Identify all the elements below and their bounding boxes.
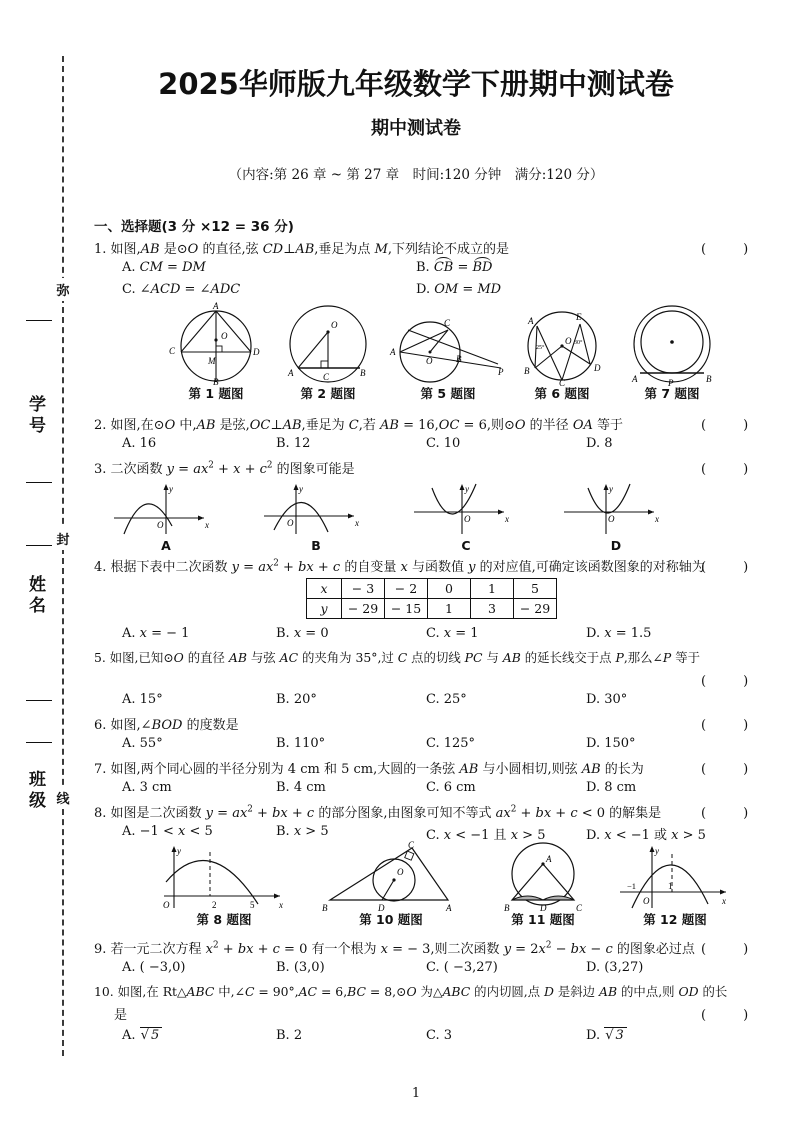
svg-text:O: O xyxy=(157,520,164,530)
answer-bracket-8[interactable]: ( ) xyxy=(701,806,761,821)
svg-text:D: D xyxy=(253,347,260,357)
svg-text:A: A xyxy=(546,854,552,864)
svg-text:O: O xyxy=(397,867,404,877)
svg-text:2: 2 xyxy=(212,900,217,910)
svg-text:P: P xyxy=(668,378,674,388)
question-9-option-d[interactable]: D. (3,27) xyxy=(586,960,644,975)
figure-q10 xyxy=(316,842,466,912)
svg-text:B: B xyxy=(456,354,462,364)
margin-rule xyxy=(26,742,52,743)
question-10-option-d[interactable]: D. √ 3 xyxy=(586,1028,627,1043)
table-header-x: x xyxy=(307,579,342,599)
svg-text:M: M xyxy=(208,356,216,366)
margin-rule xyxy=(26,482,52,483)
answer-bracket-10[interactable]: ( ) xyxy=(701,1008,761,1023)
margin-field-student-id: 学号 xyxy=(25,395,45,437)
figure-q10-caption: 第 10 题图 xyxy=(359,912,423,927)
question-3-stem: 3. 二次函数 $y = ax^2 + x + c^2$ 的图象可能是 xyxy=(94,460,355,477)
table-cell-x3: 1 xyxy=(471,579,514,599)
answer-bracket-3[interactable]: ( ) xyxy=(701,462,761,477)
svg-text:C: C xyxy=(576,903,583,913)
margin-field-name: 姓名 xyxy=(25,575,45,617)
svg-text:O: O xyxy=(464,514,471,524)
svg-text:C: C xyxy=(169,346,176,356)
svg-text:1: 1 xyxy=(668,881,673,891)
svg-text:y: y xyxy=(177,846,181,856)
question-2-option-a[interactable]: A. 16 xyxy=(122,436,157,451)
q4-value-table xyxy=(306,578,557,619)
seal-dashed-line xyxy=(62,56,64,1056)
svg-text:B: B xyxy=(706,374,712,384)
table-cell-x4: 5 xyxy=(514,579,557,599)
table-cell-y3: 3 xyxy=(471,599,514,619)
figure-q6-caption: 第 6 题图 xyxy=(534,386,590,401)
svg-text:C: C xyxy=(323,372,330,382)
answer-bracket-6[interactable]: ( ) xyxy=(701,718,761,733)
question-1-option-a[interactable]: A. CM = DM xyxy=(122,260,206,275)
table-cell-x2: 0 xyxy=(428,579,471,599)
figure-q3-option-b xyxy=(256,482,376,538)
svg-text:A: A xyxy=(528,316,534,326)
figure-q5-caption: 第 5 题图 xyxy=(420,386,476,401)
answer-bracket-9[interactable]: ( ) xyxy=(701,942,761,957)
table-cell-y1: − 15 xyxy=(385,599,428,619)
question-10-option-c[interactable]: C. 3 xyxy=(426,1028,453,1043)
table-cell-x0: − 3 xyxy=(342,579,385,599)
question-4-option-b[interactable]: B. x = 0 xyxy=(276,626,329,641)
question-7-stem: 7. 如图,两个同心圆的半径分别为 4 cm 和 5 cm,大圆的一条弦 AB 与小圆相切,则弦 AB 的长为 xyxy=(94,762,644,777)
question-9-option-c[interactable]: C. ( −3,27) xyxy=(426,960,498,975)
question-2-stem: 2. 如图,在⊙O 中,AB 是弦,OC⊥AB,垂足为 C,若 AB = 16,OC = 6,则⊙O 的半径 OA 等于 xyxy=(94,418,623,433)
svg-text:O: O xyxy=(643,896,650,906)
question-6-option-d[interactable]: D. 150° xyxy=(586,736,636,751)
figure-q8 xyxy=(154,842,294,912)
svg-text:O: O xyxy=(287,518,294,528)
svg-text:D: D xyxy=(594,363,601,373)
svg-text:x: x xyxy=(355,518,359,528)
question-5-option-d[interactable]: D. 30° xyxy=(586,692,628,707)
answer-bracket-7[interactable]: ( ) xyxy=(701,762,761,777)
svg-text:x: x xyxy=(505,514,509,524)
answer-bracket-1[interactable]: ( ) xyxy=(701,242,761,257)
svg-text:B: B xyxy=(504,903,510,913)
question-1-option-d[interactable]: D. OM = MD xyxy=(416,282,502,297)
answer-bracket-2[interactable]: ( ) xyxy=(701,418,761,433)
svg-text:A: A xyxy=(288,368,294,378)
question-1-option-c[interactable]: C. ∠ACD = ∠ADC xyxy=(122,282,241,297)
svg-text:A: A xyxy=(213,301,219,311)
question-5-stem: 5. 如图,已知⊙O 的直径 AB 与弦 AC 的夹角为 35°,过 C 点的切线 PC 与 AB 的延长线交于点 P,那么∠P 等于 xyxy=(94,650,700,665)
seal-char-3: 线 xyxy=(52,786,74,809)
figure-q11 xyxy=(478,842,608,912)
question-8-stem: 8. 如图是二次函数 $y = ax^2$ + bx + c 的部分图象,由图象可知不等式 $ax^2$ + bx + c < 0 的解集是 xyxy=(94,804,662,821)
question-7-option-d[interactable]: D. 8 cm xyxy=(586,780,637,795)
figure-q3-option-d xyxy=(556,482,676,538)
svg-text:y: y xyxy=(299,484,303,494)
svg-text:y: y xyxy=(169,484,173,494)
svg-text:E: E xyxy=(576,312,582,322)
question-2-option-b[interactable]: B. 12 xyxy=(276,436,311,451)
question-8-option-d[interactable]: D. x < −1 或 x > 5 xyxy=(586,828,706,843)
page-number: 1 xyxy=(411,1086,421,1101)
svg-text:O: O xyxy=(608,514,615,524)
table-cell-x1: − 2 xyxy=(385,579,428,599)
question-4-stem: 4. 根据下表中二次函数 $y = ax^2$ + bx + c 的自变量 x 与函数值 y 的对应值,可确定该函数图象的对称轴为 xyxy=(94,558,705,575)
question-5-option-b[interactable]: B. 20° xyxy=(276,692,317,707)
figure-q1-caption: 第 1 题图 xyxy=(188,386,244,401)
question-2-option-d[interactable]: D. 8 xyxy=(586,436,613,451)
svg-text:O: O xyxy=(565,336,572,346)
svg-text:P: P xyxy=(498,367,504,377)
figure-q12 xyxy=(610,842,740,912)
figure-q2-caption: 第 2 题图 xyxy=(300,386,356,401)
answer-bracket-5[interactable]: ( ) xyxy=(701,674,761,689)
question-7-option-b[interactable]: B. 4 cm xyxy=(276,780,326,795)
figure-q3-label-b: B xyxy=(311,538,321,553)
question-6-option-b[interactable]: B. 110° xyxy=(276,736,326,751)
svg-text:y: y xyxy=(465,484,469,494)
question-9-option-b[interactable]: B. (3,0) xyxy=(276,960,325,975)
figure-q8-caption: 第 8 题图 xyxy=(196,912,252,927)
table-cell-y2: 1 xyxy=(428,599,471,619)
margin-rule xyxy=(26,545,52,546)
figure-q3-option-a xyxy=(106,482,226,538)
svg-text:C: C xyxy=(444,318,451,328)
question-10-stem-cont: 是 xyxy=(114,1008,128,1023)
question-5-option-c[interactable]: C. 25° xyxy=(426,692,467,707)
svg-text:5: 5 xyxy=(250,900,255,910)
figure-q3-option-c xyxy=(406,482,526,538)
question-6-option-c[interactable]: C. 125° xyxy=(426,736,476,751)
svg-text:x: x xyxy=(205,520,209,530)
svg-text:x: x xyxy=(722,896,726,906)
question-10-stem: 10. 如图,在 Rt△ABC 中,∠C = 90°,AC = 6,BC = 8,⊙O 为△ABC 的内切圆,点 D 是斜边 AB 的中点,则 OD 的长 xyxy=(94,984,728,999)
question-10-option-a[interactable]: A. √ 5 xyxy=(122,1028,162,1043)
question-4-option-d[interactable]: D. x = 1.5 xyxy=(586,626,652,641)
content-column xyxy=(86,0,786,1131)
margin-rule xyxy=(26,320,52,321)
seal-char-2: 封 xyxy=(52,527,74,550)
answer-bracket-4[interactable]: ( ) xyxy=(701,560,761,575)
figure-q7 xyxy=(620,302,724,386)
question-5-option-a[interactable]: A. 15° xyxy=(122,692,163,707)
margin-rule xyxy=(26,700,52,701)
question-9-stem: 9. 若一元二次方程 $x^2$ + bx + c = 0 有一个根为 x = − 3,则二次函数 $y = 2x^2$ − bx − c 的图象必过点 xyxy=(94,940,695,957)
question-9-option-a[interactable]: A. ( −3,0) xyxy=(122,960,186,975)
figure-q3-label-a: A xyxy=(161,538,171,553)
svg-text:D: D xyxy=(540,903,547,913)
svg-text:A: A xyxy=(390,347,396,357)
table-header-y: y xyxy=(307,599,342,619)
figure-q7-caption: 第 7 题图 xyxy=(644,386,700,401)
exam-meta-line: （内容:第 26 章 ~ 第 27 章 时间:120 分钟 满分:120 分） xyxy=(228,167,604,183)
section-heading: 一、选择题(3 分 ×12 = 36 分) xyxy=(94,219,294,235)
table-row-y xyxy=(307,599,557,619)
svg-text:B: B xyxy=(213,377,219,387)
svg-text:A: A xyxy=(446,903,452,913)
figure-q3-label-c: C xyxy=(461,538,471,553)
figure-q12-caption: 第 12 题图 xyxy=(643,912,707,927)
svg-text:x: x xyxy=(655,514,659,524)
question-8-option-a[interactable]: A. −1 < x < 5 xyxy=(122,824,213,839)
svg-text:O: O xyxy=(426,356,433,366)
svg-text:B: B xyxy=(322,903,328,913)
svg-text:y: y xyxy=(609,484,613,494)
svg-text:O: O xyxy=(331,320,338,330)
svg-text:C: C xyxy=(408,840,415,850)
svg-text:O: O xyxy=(221,331,228,341)
svg-text:30°: 30° xyxy=(574,340,583,346)
svg-text:B: B xyxy=(524,366,530,376)
svg-text:A: A xyxy=(632,374,638,384)
table-cell-y0: − 29 xyxy=(342,599,385,619)
figure-q2 xyxy=(276,302,380,386)
question-1-stem: 1. 如图,AB 是⊙O 的直径,弦 CD⊥AB,垂足为点 M,下列结论不成立的是 xyxy=(94,242,510,257)
question-10-option-b[interactable]: B. 2 xyxy=(276,1028,303,1043)
svg-text:y: y xyxy=(655,846,659,856)
question-7-option-c[interactable]: C. 6 cm xyxy=(426,780,476,795)
svg-text:25°: 25° xyxy=(536,345,545,351)
seal-char-1: 弥 xyxy=(52,278,74,301)
figure-q11-caption: 第 11 题图 xyxy=(511,912,575,927)
margin-field-class: 班级 xyxy=(25,770,45,812)
table-row-x xyxy=(307,579,557,599)
question-1-option-b[interactable]: B. CB = BD xyxy=(416,260,493,275)
figure-q5 xyxy=(386,302,510,386)
svg-text:B: B xyxy=(360,368,366,378)
figure-q6 xyxy=(510,302,614,386)
svg-text:−1: −1 xyxy=(627,881,637,891)
question-2-option-c[interactable]: C. 10 xyxy=(426,436,461,451)
question-7-option-a[interactable]: A. 3 cm xyxy=(122,780,172,795)
question-8-option-b[interactable]: B. x > 5 xyxy=(276,824,329,839)
question-4-option-c[interactable]: C. x = 1 xyxy=(426,626,479,641)
svg-text:D: D xyxy=(378,903,385,913)
figure-q1 xyxy=(164,302,268,386)
svg-text:x: x xyxy=(279,900,283,910)
page-subtitle: 期中测试卷 xyxy=(371,118,461,139)
figure-q3-label-d: D xyxy=(610,538,622,553)
svg-text:C: C xyxy=(559,378,566,388)
table-cell-y4: − 29 xyxy=(514,599,557,619)
question-6-option-a[interactable]: A. 55° xyxy=(122,736,163,751)
question-6-stem: 6. 如图,∠BOD 的度数是 xyxy=(94,718,239,733)
question-8-option-c[interactable]: C. x < −1 且 x > 5 xyxy=(426,828,546,843)
page-title: 2025华师版九年级数学下册期中测试卷 xyxy=(158,67,674,101)
question-4-option-a[interactable]: A. x = − 1 xyxy=(122,626,190,641)
svg-text:O: O xyxy=(163,900,170,910)
